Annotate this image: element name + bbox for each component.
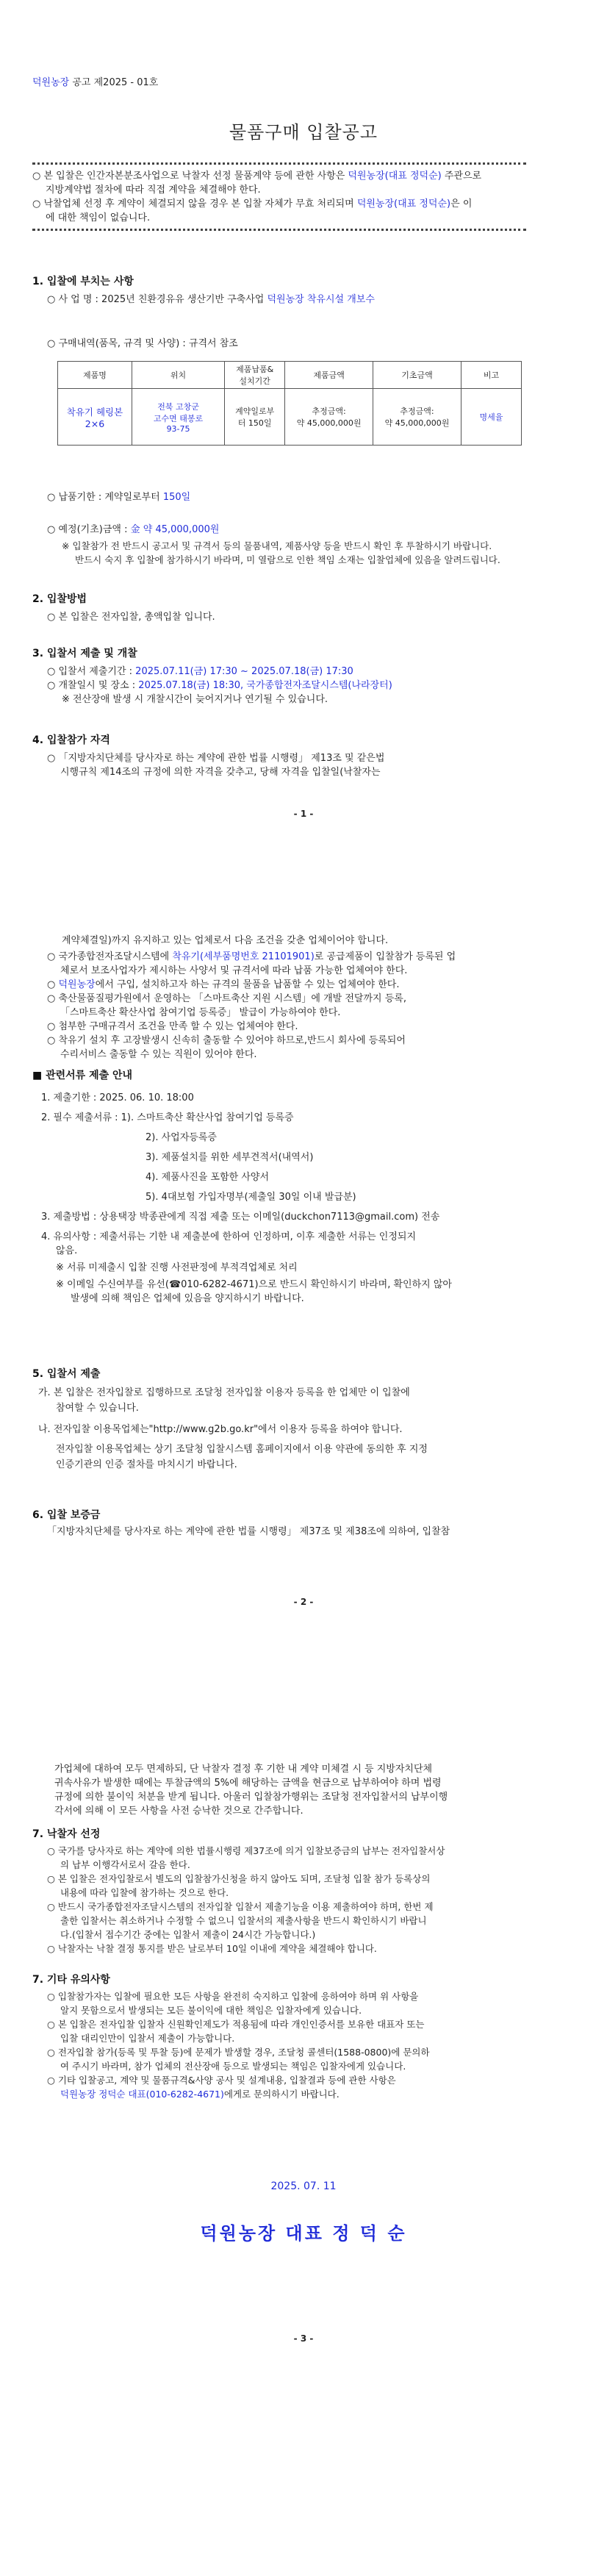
section-heading: 7. 기타 유의사항 bbox=[32, 1974, 110, 1986]
signature: 덕원농장 대표 정 덕 순 bbox=[200, 2223, 407, 2244]
other-notes: ○ 입찰참가자는 입찰에 필요한 모든 사항을 완전히 숙지하고 입찰에 응하여야 하며 위 사항을 알지 못함으로서 발생되는 모든 불이익에 대한 책임은 입찰자에게 있습니다. ○ 본 입찰은 전자입찰 입찰자 신원확인제도가 적용됨에 따라 개인인증서를 보유한 대표자 또는 입찰 대리인만이 입찰서 제출이 가능합니다. ○ 전자입찰 참가(등록 및 투찰 등)에 문제가 발생할 경우, 조달청 콜센터(1588-0800)에 문의하 여 주시기 바라며, 참가 업체의 전산장애 등으로 발생되는 책임은 입찰자에게 있습니다. ○ 기타 입찰공고, 계약 및 물품규격&사양 공사 및 설계내용, 입찰결과 등에 관한 사항은 덕원농장 정덕순 대표(010-6282-4671)에게로 문의하시기 바랍니다. bbox=[47, 1991, 430, 2100]
bid-deposit-continued: 가업체에 대하여 모두 면제하되, 단 낙찰자 결정 후 기한 내 계약 미체결 시 등 지방자치단체 귀속사유가 발생한 때에는 투찰금액의 5%에 해당하는 금액을 현금으로 납부하여야 하며 법령 규정에 의한 불이익 처분을 받게 됩니다. 아울러 입찰참가행위는 조달청 전자입찰서의 납부이행 각서에 의해 이 모든 사항을 사전 승낙한 것으로 간주합니다. bbox=[54, 1764, 448, 1817]
eligibility: ○ 「지방자치단체를 당사자로 하는 계약에 관한 법률 시행령」 제13조 및 같은법 시행규칙 제14조의 규정에 의한 자격을 갖추고, 당해 자격을 입찰일(낙찰자는 bbox=[47, 753, 385, 778]
bid-submission: ○ 입찰서 제출기간 : 2025.07.11(금) 17:30 ~ 2025.07.18(금) 17:30 ○ 개찰일시 및 장소 : 2025.07.18(금) 18:30, 국가종합전자조달시스템(나라장터) ※ 전산장애 발생 시 개찰시간이 늦어지거나 연기될 수 있습니다. bbox=[47, 666, 392, 705]
winner-selection: ○ 국가를 당사자로 하는 계약에 의한 법률시행령 제37조에 의거 입찰보증금의 납부는 전자입찰서상 의 납부 이행각서로서 갈음 한다. ○ 본 입찰은 전자입찰로서 별도의 입찰참가신청을 하지 않아도 되며, 조달청 입찰 참가 등록상의 내용에 따라 입찰에 참가하는 것으로 한다. ○ 반드시 국가종합전자조달시스템의 전자입찰 입찰서 제출기능을 이용 제출하여야 하며, 한번 제 출한 입찰서는 취소하거나 수정할 수 없으니 입찰서의 제출사항을 반드시 확인하시기 바랍니 다.(입찰서 접수기간 중에는 입찰서 제출이 24시간 가능합니다.) ○ 낙찰자는 낙찰 결정 통지를 받은 날로부터 10일 이내에 계약을 체결해야 합니다. bbox=[47, 1845, 445, 1954]
page-number: - 3 - bbox=[293, 2333, 314, 2344]
delivery-deadline: ○ 납품기한 : 계약일로부터 150일 bbox=[47, 492, 191, 503]
document-title: 물품구매 입찰공고 bbox=[229, 122, 378, 143]
announcement-date: 2025. 07. 11 bbox=[270, 2180, 337, 2192]
bid-submission-method: 가. 본 입찰은 전자입찰로 집행하므로 조달청 전자입찰 이용자 등록을 한 업체만 이 입찰에 참여할 수 있습니다. 나. 전자입찰 이용목업체는"http://www.g2b.go.kr"에서 이용자 등록을 하여야 합니다. 전자입찰 이용목업체는 상기 조달청 입찰시스템 홈페이지에서 이용 약관에 동의한 후 지정 인증기관의 인증 절차를 마치시기 바랍니다. bbox=[38, 1387, 428, 1470]
section-heading: 1. 입찰에 부치는 사항 bbox=[32, 276, 134, 287]
document-submission-list: 1. 제출기한 : 2025. 06. 10. 18:00 2. 필수 제출서류 : 1). 스마트축산 확산사업 참여기업 등록증 2). 사업자등록증 3). 제품설치를 위한 세부견적서(내역서) 4). 제품사진을 포함한 사양서 5). 4대보험 가입자명부(제출일 30일 이내 발급분) 3. 제출방법 : 상용택장 박종관에게 직접 제출 또는 이메일(duckchon7113@gmail.com) 전송 4. 유의사항 : 제출서류는 기한 내 제출분에 한하여 인정하며, 이후 제출한 서류는 인정되지 않음. ※ 서류 미제출시 입찰 진행 사전판정에 부적격업체로 처리 ※ 이메일 수신여부를 유선(☎010-6282-4671)으로 반드시 확인하시기 바라며, 확인하지 않아 발생에 의해 책임은 업체에 있음을 양지하시기 바랍니다. bbox=[41, 1092, 452, 1304]
page-2 bbox=[0, 859, 607, 1717]
bid-deposit: 「지방자치단체를 당사자로 하는 계약에 관한 법률 시행령」 제37조 및 제38조에 의하여, 입찰참 bbox=[47, 1526, 450, 1537]
page-1 bbox=[0, 0, 607, 859]
section-heading: 5. 입찰서 제출 bbox=[32, 1368, 101, 1380]
notice-number: 덕원농장 공고 제2025 - 01호 bbox=[32, 77, 159, 88]
divider bbox=[32, 229, 526, 231]
intro-paragraph: ○ 본 입찰은 인간자본분조사업으로 낙찰자 선정 물품계약 등에 관한 사항은 덕원농장(대표 정덕순) 주관으로 지방계약법 절차에 따라 직접 계약을 체결해야 한다. ○ 낙찰업체 선정 후 계약이 체결되지 않을 경우 본 입찰 자체가 무효 처리되며 덕원농장(대표 정덕순)은 이 에 대한 책임이 없습니다. bbox=[32, 171, 482, 223]
section-heading: 7. 낙찰자 선정 bbox=[32, 1828, 101, 1840]
section-heading: 6. 입찰 보증금 bbox=[32, 1509, 101, 1521]
page-3 bbox=[0, 1717, 607, 2576]
page-number: - 2 - bbox=[293, 1597, 314, 1607]
estimated-price: ○ 예정(기초)금액 : 金 약 45,000,000원 bbox=[47, 524, 220, 535]
section-heading: 4. 입찰참가 자격 bbox=[32, 734, 110, 746]
eligibility-continued: 계약체결일)까지 유지하고 있는 업체로서 다음 조건을 갖춘 업체이어야 합니다. bbox=[62, 935, 389, 946]
price-note: ※ 입찰참가 전 반드시 공고서 및 규격서 등의 물품내역, 제품사양 등을 반드시 확인 후 투찰하시기 바랍니다. 반드시 숙지 후 입찰에 참가하시기 바라며, 미 열람으로 인한 책임 소재는 입찰업체에 있음을 알려드립니다. bbox=[62, 540, 500, 565]
divider bbox=[32, 162, 526, 165]
section-heading: 2. 입찰방법 bbox=[32, 593, 87, 605]
eligibility-conditions: ○ 국가종합전자조달시스템에 착유기(세부품명번호 21101901)로 공급제품이 입찰참가 등록된 업 체로서 보조사업자가 제시하는 사양서 및 규격서에 따라 납품 가능한 업체여야 한다. ○ 덕원농장에서 구입, 설치하고자 하는 규격의 물품을 납품할 수 있는 업체여야 한다. ○ 축산물품질평가원에서 운영하는 「스마트축산 지원 시스템」에 개발 전달까지 등록, 「스마트축산 확산사업 참여기업 등록증」 발급이 가능하여야 한다. ○ 첨부한 구매규격서 조건을 만족 할 수 있는 업체여야 한다. ○ 착유기 설치 후 고장발생시 신속히 출동할 수 있어야 하므로,반드시 회사에 등록되어 수리서비스 출동할 수 있는 직원이 있어야 한다. bbox=[47, 951, 456, 1060]
section-heading: ■ 관련서류 제출 안내 bbox=[32, 1070, 133, 1081]
section-heading: 3. 입찰서 제출 및 개찰 bbox=[32, 648, 137, 659]
items-table: 제품명 위치 제품납품& 설치기간 제품금액 기초금액 비고 착유기 헤링본 2×6 전북 고창군 고수면 태봉로 93-75 계약일로부 터 150일 추정금액: 약 45,000,000원 추정금액: 약 45,000,000원 명세율 bbox=[57, 361, 522, 446]
page-number: - 1 - bbox=[293, 809, 314, 819]
purchase-spec: ○ 구매내역(품목, 규격 및 사양) : 규격서 참조 bbox=[47, 338, 238, 349]
bid-method: ○ 본 입찰은 전자입찰, 총액입찰 입니다. bbox=[47, 612, 215, 623]
project-name: ○ 사 업 명 : 2025년 친환경유유 생산기반 구축사업 덕원농장 착유시설 개보수 bbox=[47, 294, 375, 305]
